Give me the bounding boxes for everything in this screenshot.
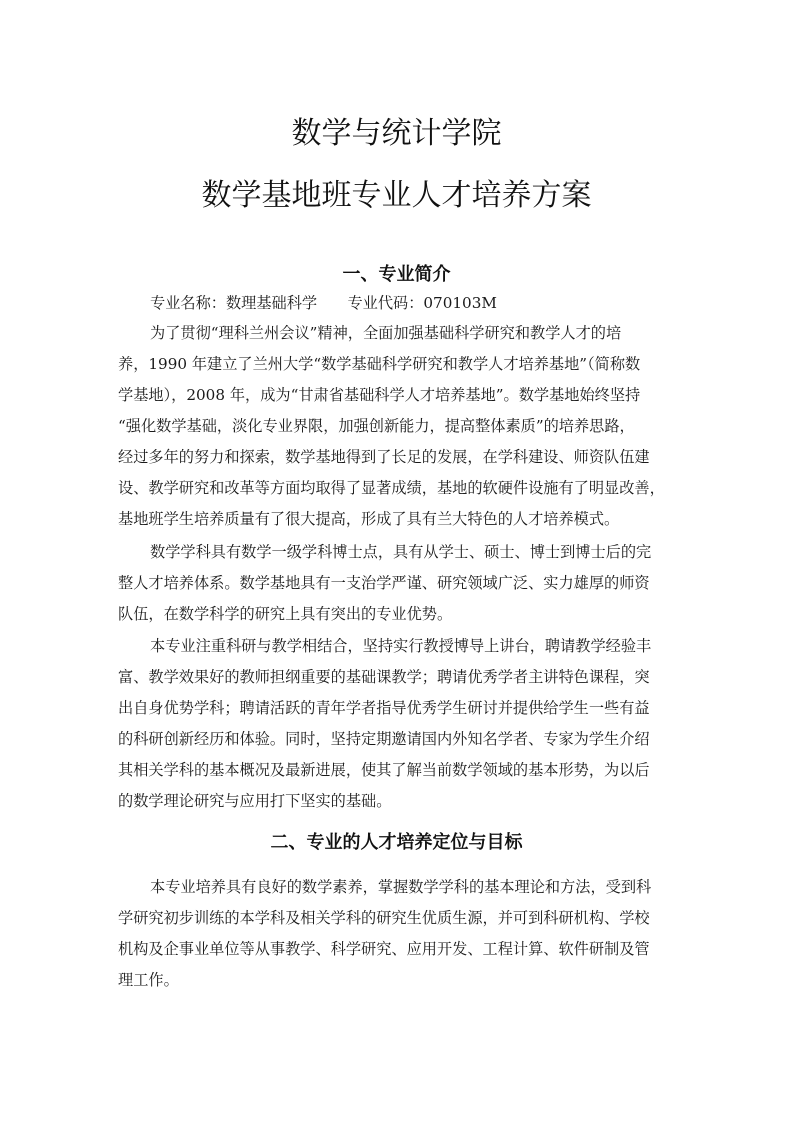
- paragraph-line: 学研究初步训练的本学科及相关学科的研究生优质生源，并可到科研机构、学校: [118, 909, 650, 927]
- paragraph-line: 整人才培养体系。数学基地具有一支治学严谨、研究领域广泛、实力雄厚的师资: [118, 574, 650, 592]
- section-heading-positioning-goals: 二、专业的人才培养定位与目标: [270, 832, 523, 853]
- paragraph-line: 出自身优势学科；聘请活跃的青年学者指导优秀学生研讨并提供给学生一些有益: [118, 699, 650, 717]
- page-title-program: 数学基地班专业人才培养方案: [201, 178, 592, 213]
- paragraph-line: 其相关学科的基本概况及最新进展，使其了解当前数学领域的基本形势，为以后: [118, 761, 650, 779]
- paragraph-line: “强化数学基础，淡化专业界限，加强创新能力，提高整体素质”的培养思路，: [118, 417, 635, 435]
- paragraph-line: 富、教学效果好的教师担纲重要的基础课教学；聘请优秀学者主讲特色课程，突: [118, 668, 650, 686]
- paragraph-line: 设、教学研究和改革等方面均取得了显著成绩，基地的软硬件设施有了明显改善，: [118, 479, 665, 497]
- paragraph-line: 经过多年的努力和探索，数学基地得到了长足的发展，在学科建设、师资队伍建: [118, 448, 650, 466]
- paragraph-line: 理工作。: [118, 971, 179, 989]
- paragraph-line: 机构及企事业单位等从事教学、科学研究、应用开发、工程计算、软件研制及管: [118, 940, 650, 958]
- section-heading-intro: 一、专业简介: [342, 264, 451, 285]
- paragraph-line: 养，1990 年建立了兰州大学“数学基础科学研究和教学人才培养基地”（简称数: [118, 355, 641, 373]
- paragraph-line: 本专业注重科研与教学相结合，坚持实行教授博导上讲台，聘请教学经验丰: [150, 637, 652, 655]
- paragraph-line: 学基地），2008 年，成为“甘肃省基础科学人才培养基地”。数学基地始终坚持: [118, 386, 641, 404]
- paragraph-line: 本专业培养具有良好的数学素养，掌握数学学科的基本理论和方法，受到科: [150, 878, 652, 896]
- page-title-college: 数学与统计学院: [291, 116, 502, 151]
- paragraph-line: 基地班学生培养质量有了很大提高，形成了具有兰大特色的人才培养模式。: [118, 510, 620, 528]
- paragraph-line: 的数学理论研究与应用打下坚实的基础。: [118, 792, 392, 810]
- major-meta-line: 专业名称：数理基础科学 专业代码：070103M: [150, 294, 497, 312]
- paragraph-line: 的科研创新经历和体验。同时，坚持定期邀请国内外知名学者、专家为学生介绍: [118, 730, 650, 748]
- paragraph-line: 数学学科具有数学一级学科博士点，具有从学士、硕士、博士到博士后的完: [150, 543, 652, 561]
- paragraph-line: 为了贯彻“理科兰州会议”精神，全面加强基础科学研究和教学人才的培: [150, 324, 622, 342]
- paragraph-line: 队伍，在数学科学的研究上具有突出的专业优势。: [118, 605, 453, 623]
